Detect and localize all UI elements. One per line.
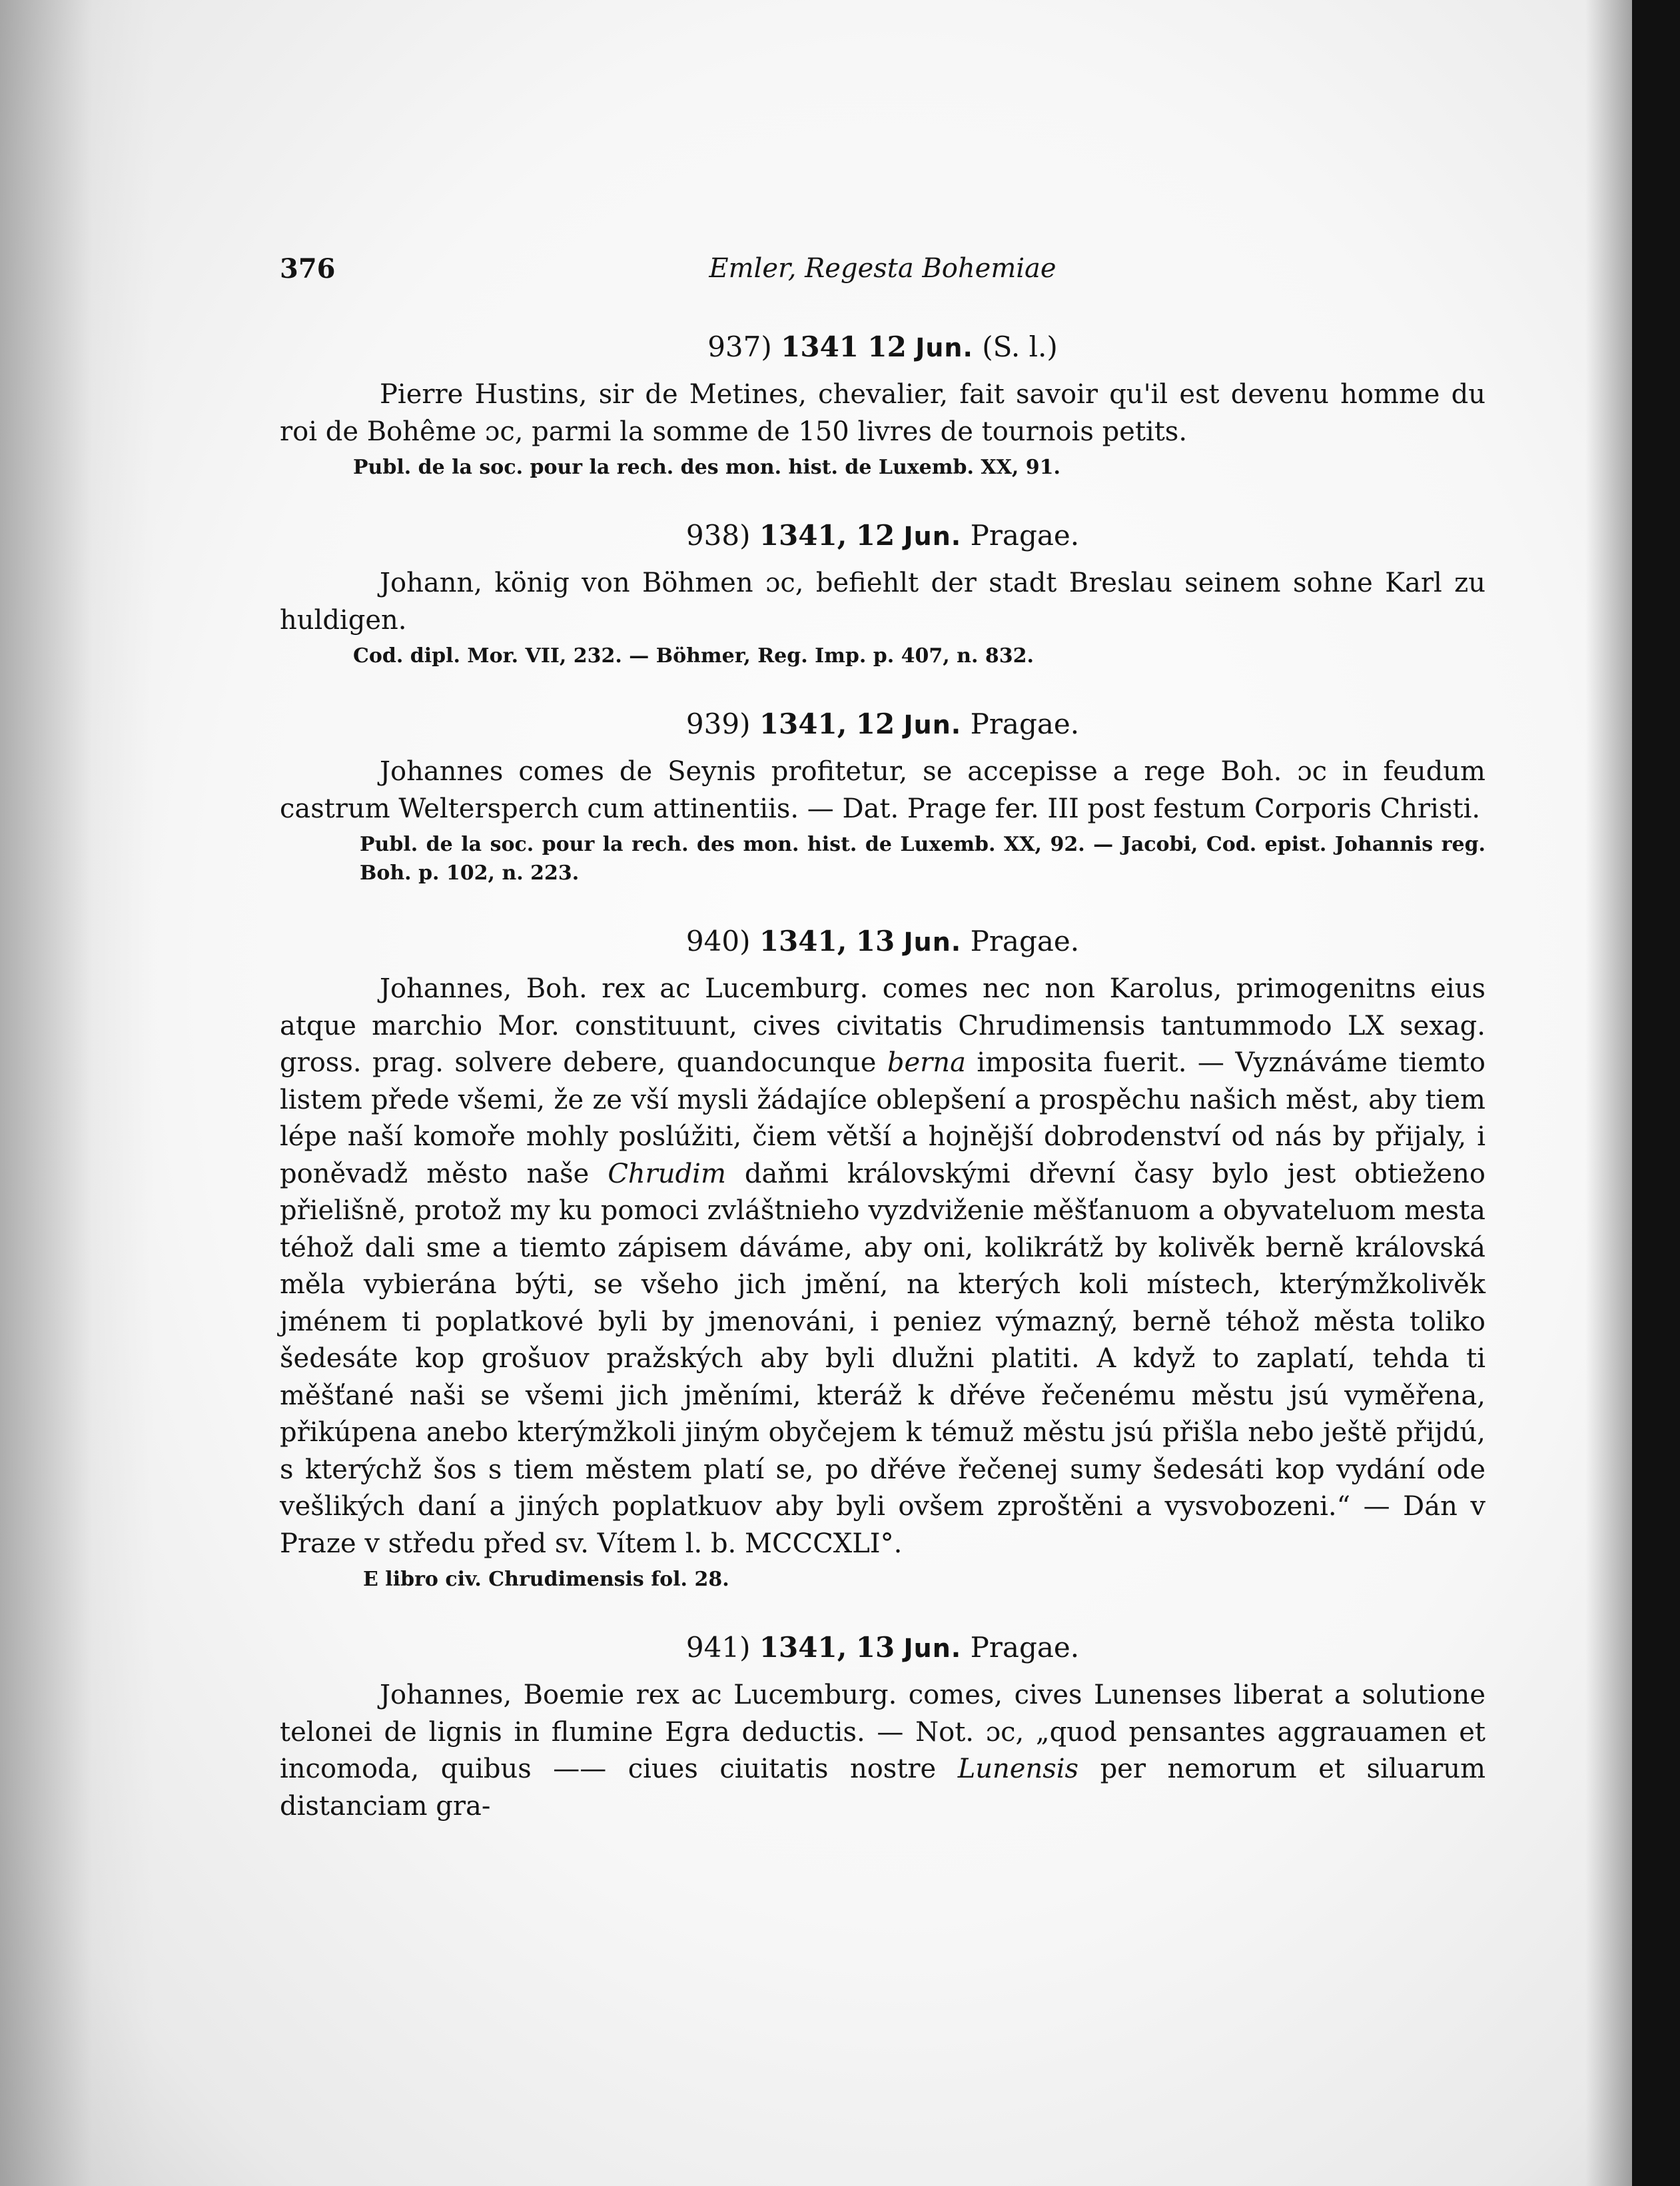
page-shadow-left: [0, 0, 153, 2186]
entry-citation: Publ. de la soc. pour la rech. des mon. hist. de Luxemb. XX, 91.: [353, 456, 1060, 479]
entry-month: Jun.: [915, 333, 973, 362]
entry-text: Johann, könig von Böhmen ɔc, befiehlt der stadt Breslau seinem sohne Karl zu huldigen.: [280, 568, 1485, 636]
entry-text: Pierre Hustins, sir de Metines, chevalier, fait savoir qu'il est devenu homme du roi de Bohême ɔc, parmi la somme de 150 livres de tournois petits.: [280, 379, 1485, 447]
entry-day: 12: [855, 708, 895, 740]
entry-place: Pragae.: [970, 925, 1080, 957]
page-number: 376: [280, 253, 336, 284]
entry-text: [280, 971, 1485, 1562]
page-header: [280, 253, 1485, 293]
entry-number: 941): [685, 1631, 751, 1664]
entry-place: Pragae.: [970, 708, 1080, 740]
entry-heading: [280, 328, 1485, 367]
entry-year: 1341,: [759, 519, 847, 552]
entry-text-italic: Chrudim: [608, 1158, 726, 1189]
entry-text-part: imposita fuerit. — Vyznáváme tiemto listem přede všemi, že ze vší mysli žádajíce oblepšení a prospěchu našich měst, aby tiem lépe naší komoře mohly poslúžiti, čiem větší a hojnější dobrodenství od nás by přijaly, i poněvadž město naše: [280, 1047, 1485, 1189]
running-title: Emler, Regesta Bohemiae: [709, 253, 1056, 284]
entry-day: 12: [855, 519, 895, 552]
entry-number: 937): [707, 330, 772, 363]
entry-heading: [280, 1628, 1485, 1668]
entry-day: 13: [855, 925, 895, 957]
entry-text: Johannes comes de Seynis profitetur, se accepisse a rege Boh. ɔc in feudum castrum Weltersperch cum attinentiis. — Dat. Prage fer. III post festum Corporis Christi.: [280, 756, 1485, 824]
entry-month: Jun.: [903, 522, 962, 551]
entry-year: 1341,: [759, 925, 847, 957]
entry-text: [280, 1677, 1485, 1825]
entry-year: 1341,: [759, 1631, 847, 1664]
entry-citation: Cod. dipl. Mor. VII, 232. — Böhmer, Reg. Imp. p. 407, n. 832.: [353, 644, 1034, 668]
entry-text-part: per nemorum et siluarum distanciam gra-: [280, 1754, 1485, 1822]
entry-text-italic: Lunensis: [957, 1754, 1079, 1784]
entry-place: (S. l.): [982, 330, 1058, 363]
page-shadow-right: [1585, 0, 1632, 2186]
entry-month: Jun.: [903, 927, 962, 957]
entry-heading: [280, 516, 1485, 556]
entry-text-part: Johannes, Boh. rex ac Lucemburg. comes nec non Karolus, primogenitns eius atque marchio Mor. constituunt, cives civitatis Chrudimensis tantummodo LX sexag. gross. prag. solvere debere, quandocunque: [280, 973, 1485, 1078]
entry-number: 938): [685, 519, 751, 552]
entry-month: Jun.: [903, 710, 962, 740]
entry-citation: E libro civ. Chrudimensis fol. 28.: [363, 1568, 729, 1591]
entry-heading: [280, 922, 1485, 961]
entry-year: 1341: [781, 330, 859, 363]
entry-citation: Publ. de la soc. pour la rech. des mon. hist. de Luxemb. XX, 92. — Jacobi, Cod. epist. Johannis reg. Boh. p. 102, n. 223.: [360, 833, 1485, 885]
entry-day: 12: [867, 330, 907, 363]
entry-number: 939): [685, 708, 751, 740]
entry-month: Jun.: [903, 1634, 962, 1663]
entry-year: 1341,: [759, 708, 847, 740]
page-content: [280, 253, 1485, 1825]
entry-text-italic: berna: [887, 1047, 966, 1078]
entry-place: Pragae.: [970, 1631, 1080, 1664]
entry-number: 940): [685, 925, 751, 957]
entry-heading: [280, 705, 1485, 744]
entry-day: 13: [855, 1631, 895, 1664]
entry-text-part: daňmi královskými dřevní časy bylo jest obtieženo přielišně, protož my ku pomoci zvláštnieho vyzdviženie měšťanuom a obyvateluom mesta téhož dali sme a tiemto zápisem dáváme, aby oni, kolikrátž by kolivěk berně královská měla vybierána býti, se všeho jich jmění, na kterých koli místech, kterýmžkolivěk jménem ti poplatkové byli by jmenováni, i peniez výmazný, berně téhož města toliko šedesáte kop grošuov pražských aby byli dlužni platiti. A když to zaplatí, tehda ti měšťané naši se všemi jich jměními, kteráž k dřéve řečenému městu jsú vyměřena, přikúpena anebo kterýmžkoli jiným obyčejem k témuž městu jsú přišla nebo ještě přijdú, s kterýchž šos s tiem městem platí se, po dřéve řečenej sumy šedesáti kop vydání ode vešlikých daní a jiných poplatkuov aby byli ovšem zproštěni a vysvobozeni.“ — Dán v Praze v středu před sv. Vítem l. b. MCCCXLI°.: [280, 1158, 1486, 1559]
entry-place: Pragae.: [970, 519, 1080, 552]
entry-text-part: Johannes, Boemie rex ac Lucemburg. comes, cives Lunenses liberat a solutione telonei de lignis in flumine Egra deductis. — Not. ɔc, „quod pensantes aggrauamen et incomoda, quibus —— ciues ciuitatis nostre: [280, 1680, 1485, 1784]
